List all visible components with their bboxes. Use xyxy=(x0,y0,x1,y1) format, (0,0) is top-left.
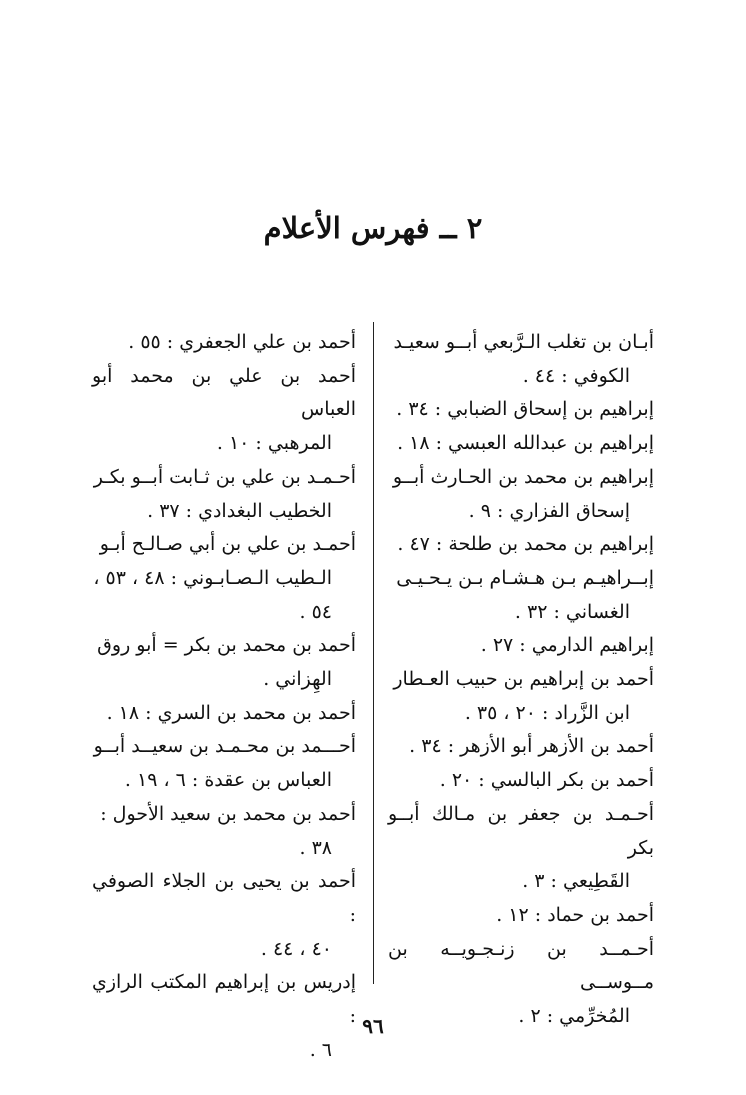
index-entry xyxy=(388,798,654,899)
index-entry xyxy=(388,528,654,562)
entry-line: إبراهيم بن إسحاق الضبابي : ٣٤ . xyxy=(396,398,654,421)
entry-line: أحمد بن علي الجعفري : ٥٥ . xyxy=(128,331,356,353)
entry-line: أحـــمد بن محـمـد بن سعيــد أبــو xyxy=(93,735,356,758)
entry-line: أحمد بن حماد : ١٢ . xyxy=(496,903,654,926)
entry-line: أحمـد بن علي بن أبي صـالـح أبـو xyxy=(99,533,356,556)
entry-continuation: ابن الزَّراد : ٢٠ ، ٣٥ . xyxy=(464,701,630,724)
index-entry xyxy=(92,730,356,797)
entry-continuation: ٥٤ . xyxy=(299,600,332,623)
entry-line: أحـمـد بن علي بن ثـابت أبــو بكـر xyxy=(93,465,356,488)
entry-continuation: المرهبي : ١٠ . xyxy=(216,432,332,455)
entry-line: إبــراهيـم بـن هـشـام بـن يـحـيـى xyxy=(396,566,654,589)
index-entry xyxy=(388,393,654,427)
index-entry xyxy=(388,326,654,393)
index-column-right xyxy=(388,326,654,1034)
entry-continuation: ٦ . xyxy=(309,1038,332,1061)
index-entry xyxy=(388,629,654,663)
entry-line: إبراهيم بن محمد بن طلحة : ٤٧ . xyxy=(397,533,654,556)
index-entry xyxy=(92,798,356,865)
entry-continuation: القَطِيعي : ٣ . xyxy=(522,870,630,893)
index-entry xyxy=(92,360,356,461)
entry-continuation: إسحاق الفزاري : ٩ . xyxy=(468,499,630,522)
entry-continuation: الهِزاني . xyxy=(263,668,332,691)
index-column-left xyxy=(92,326,356,1067)
entry-line: أحمد بن محمد بن بكر = أبو روق xyxy=(97,634,356,657)
entry-line: إدريس بن إبراهيم المكتب الرازي : xyxy=(92,971,356,1028)
entry-line: أحمد بن يحيى بن الجلاء الصوفي : xyxy=(92,870,356,926)
entry-line: أحـمـد بن جعفر بن مـالك أبــو بكر xyxy=(388,802,654,859)
entry-continuation: ٣٨ . xyxy=(299,836,332,859)
index-entry xyxy=(92,461,356,528)
entry-line: أحمد بن محمد بن السري : ١٨ . xyxy=(106,701,356,724)
entry-line: إبراهيم بن محمد بن الحـارث أبــو xyxy=(392,465,654,488)
entry-continuation: الخطيب البغدادي : ٣٧ . xyxy=(147,499,332,522)
index-entry xyxy=(388,764,654,798)
entry-line: أحمد بن الأزهر أبو الأزهر : ٣٤ . xyxy=(409,735,654,758)
entry-continuation: الكوفي : ٤٤ . xyxy=(522,364,630,387)
entry-line: أحمد بن إبراهيم بن حبيب العـطار xyxy=(393,668,654,691)
entry-line: أحمد بن علي بن محمد أبو العباس xyxy=(92,364,356,421)
entry-continuation: الغساني : ٣٢ . xyxy=(514,600,630,623)
entry-line: أحـمــد بن زنـجـويــه بن مــوســى xyxy=(388,937,654,994)
entry-continuation: ٤٠ ، ٤٤ . xyxy=(260,937,332,960)
entry-line: أحمد بن محمد بن سعيد الأحول : xyxy=(100,802,356,825)
index-entry xyxy=(388,427,654,461)
page-title: ٢ ــ فهرس الأعلام xyxy=(263,211,483,245)
index-entry xyxy=(388,461,654,528)
index-entry xyxy=(92,697,356,731)
entry-continuation: المُخرِّمي : ٢ . xyxy=(518,1005,630,1028)
index-entry xyxy=(92,629,356,696)
index-entry xyxy=(92,528,356,629)
page-number: ٩٦ xyxy=(362,1014,384,1038)
entry-line: إبراهيم الدارمي : ٢٧ . xyxy=(480,634,654,657)
index-entry xyxy=(92,865,356,966)
index-entry xyxy=(388,663,654,730)
entry-line: أحمد بن بكر البالسي : ٢٠ . xyxy=(439,769,654,792)
index-entry xyxy=(388,730,654,764)
entry-line: أبـان بن تغلب الـرَّبعي أبــو سعيـد xyxy=(393,331,654,353)
index-entry xyxy=(92,326,356,360)
entry-continuation: الـطيب الـصـابـوني : ٤٨ ، ٥٣ ، xyxy=(93,566,332,589)
index-entry xyxy=(388,562,654,629)
column-divider xyxy=(373,322,374,984)
entry-line: إبراهيم بن عبدالله العبسي : ١٨ . xyxy=(397,432,654,455)
entry-continuation: العباس بن عقدة : ٦ ، ١٩ . xyxy=(124,769,332,792)
index-entry xyxy=(388,899,654,933)
